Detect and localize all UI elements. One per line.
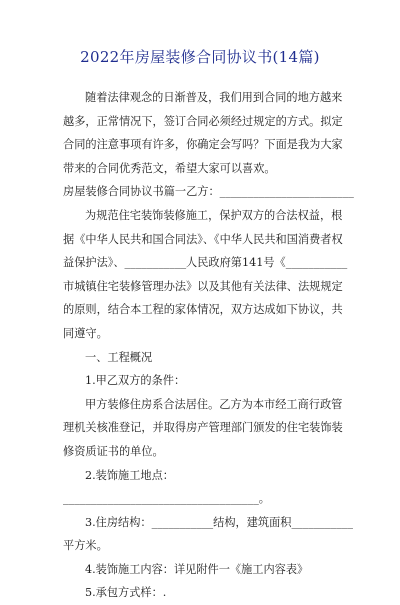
document-title: 2022年房屋装修合同协议书(14篇) xyxy=(80,48,320,66)
document-body xyxy=(63,86,353,605)
section-one-heading: 一、工程概况 xyxy=(85,350,153,364)
item-1: 1.甲乙双方的条件： xyxy=(85,374,186,388)
item-1-text: 甲方装修住房系合法居住。乙方为本市经工商行政管理机关核准登记，并取得房产管理部门颁发的住宅装饰装修资质证书的单位。 xyxy=(63,397,343,458)
item-3: 3.住房结构：___________结构，建筑面积___________平方米。 xyxy=(63,515,353,553)
item-2: 2.装饰施工地点：___________________________________。 xyxy=(63,468,270,506)
intro-paragraph: 随着法律观念的日渐普及，我们用到合同的地方越来越多，正常情况下，签订合同必须经过规定的方式。拟定合同的注意事项有许多，你确定会写吗？下面是我为大家带来的合同优秀范文，希望大家可以喜欢。 xyxy=(63,91,343,175)
item-5: 5.承包方式样：. xyxy=(85,586,167,600)
preamble-paragraph: 为规范住宅装饰装修施工，保护双方的合法权益，根据《中华人民共和国合同法》、《中华人民共和国消费者权益保护法》、___________人民政府第141号《___________市城镇住宅装修管理办法》以及其他有关法律、法规规定的原则，结合本工程的家体情况，双方达成如下协议，共同遵守。 xyxy=(63,208,348,340)
item-4: 4.装饰施工内容：详见附件一《施工内容表》 xyxy=(85,562,309,576)
party-b-field: 乙方：________________________ xyxy=(186,185,354,199)
section-heading-line xyxy=(63,180,353,204)
section-heading: 房屋装修合同协议书篇一 xyxy=(63,185,187,199)
